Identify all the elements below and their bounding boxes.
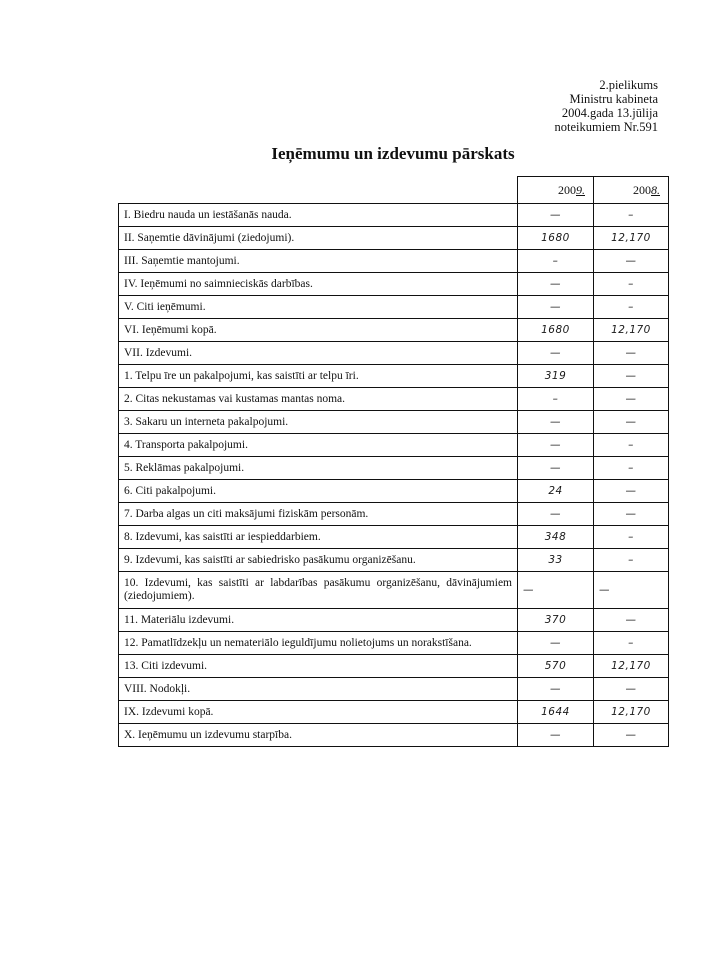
- value-year-1: 348: [518, 526, 594, 549]
- row-label: 4. Transporta pakalpojumi.: [119, 434, 518, 457]
- value-year-2: 12,170: [594, 655, 669, 678]
- row-label: VII. Izdevumi.: [119, 342, 518, 365]
- value-year-2: 12,170: [594, 319, 669, 342]
- table-row: [119, 724, 669, 747]
- value-year-1: 370: [518, 609, 594, 632]
- value-year-2: —: [594, 572, 669, 609]
- value-year-2: 12,170: [594, 701, 669, 724]
- row-label: II. Saņemtie dāvinājumi (ziedojumi).: [119, 227, 518, 250]
- page-title: Ieņēmumu un izdevumu pārskats: [271, 144, 515, 163]
- value-year-1: 33: [518, 549, 594, 572]
- annex-line: 2004.gada 13.jūlija: [561, 106, 658, 120]
- header-blank: [119, 177, 518, 204]
- table-row: [119, 632, 669, 655]
- value-year-2: –: [594, 296, 669, 319]
- row-label: 8. Izdevumi, kas saistīti ar iespieddarbiem.: [119, 526, 518, 549]
- value-year-2: —: [594, 411, 669, 434]
- value-year-2: –: [594, 549, 669, 572]
- row-label: 2. Citas nekustamas vai kustamas mantas noma.: [119, 388, 518, 411]
- value-year-1: —: [518, 296, 594, 319]
- row-label: 12. Pamatlīdzekļu un nemateriālo ieguldījumu nolietojums un norakstīšana.: [119, 632, 518, 655]
- row-label: 9. Izdevumi, kas saistīti ar sabiedrisko pasākumu organizēšanu.: [119, 549, 518, 572]
- value-year-2: —: [594, 365, 669, 388]
- value-year-2: —: [594, 480, 669, 503]
- year-column-2: 2008.: [594, 177, 669, 204]
- value-year-2: —: [594, 724, 669, 747]
- table-row: [119, 204, 669, 227]
- value-year-2: —: [594, 503, 669, 526]
- row-label: III. Saņemtie mantojumi.: [119, 250, 518, 273]
- row-label: VIII. Nodokļi.: [119, 678, 518, 701]
- table-row: [119, 609, 669, 632]
- value-year-1: –: [518, 388, 594, 411]
- row-label: 6. Citi pakalpojumi.: [119, 480, 518, 503]
- annex-line: noteikumiem Nr.591: [554, 120, 658, 134]
- value-year-1: —: [518, 678, 594, 701]
- value-year-1: —: [518, 342, 594, 365]
- value-year-1: —: [518, 273, 594, 296]
- value-year-2: —: [594, 678, 669, 701]
- value-year-2: —: [594, 609, 669, 632]
- value-year-1: 1680: [518, 227, 594, 250]
- value-year-2: —: [594, 388, 669, 411]
- table-row: [119, 480, 669, 503]
- annex-line: Ministru kabineta: [569, 92, 658, 106]
- value-year-2: –: [594, 204, 669, 227]
- table-row: [119, 388, 669, 411]
- row-label: 5. Reklāmas pakalpojumi.: [119, 457, 518, 480]
- value-year-1: 24: [518, 480, 594, 503]
- value-year-1: —: [518, 572, 594, 609]
- table-row: [119, 572, 669, 609]
- row-label: 1. Telpu īre un pakalpojumi, kas saistīti ar telpu īri.: [119, 365, 518, 388]
- value-year-2: 12,170: [594, 227, 669, 250]
- value-year-2: –: [594, 273, 669, 296]
- value-year-1: 1680: [518, 319, 594, 342]
- value-year-2: –: [594, 457, 669, 480]
- table-row: [119, 526, 669, 549]
- table-row: [119, 457, 669, 480]
- value-year-2: –: [594, 526, 669, 549]
- table-header-row: [119, 177, 669, 204]
- table-row: [119, 701, 669, 724]
- value-year-1: —: [518, 503, 594, 526]
- row-label: X. Ieņēmumu un izdevumu starpība.: [119, 724, 518, 747]
- value-year-1: 319: [518, 365, 594, 388]
- row-label: 10. Izdevumi, kas saistīti ar labdarības pasākumu organizēšanu, dāvinājumiem (ziedojumiem).: [119, 572, 518, 609]
- row-label: I. Biedru nauda un iestāšanās nauda.: [119, 204, 518, 227]
- value-year-1: —: [518, 411, 594, 434]
- annex-reference: [555, 78, 658, 134]
- table-row: [119, 342, 669, 365]
- row-label: IX. Izdevumi kopā.: [119, 701, 518, 724]
- value-year-2: —: [594, 342, 669, 365]
- table-row: [119, 227, 669, 250]
- value-year-1: 570: [518, 655, 594, 678]
- table-row: [119, 655, 669, 678]
- value-year-2: —: [594, 250, 669, 273]
- row-label: IV. Ieņēmumi no saimnieciskās darbības.: [119, 273, 518, 296]
- year-column-1: 2009.: [518, 177, 594, 204]
- table-row: [119, 503, 669, 526]
- table-row: [119, 296, 669, 319]
- row-label: 3. Sakaru un interneta pakalpojumi.: [119, 411, 518, 434]
- table-row: [119, 678, 669, 701]
- value-year-1: –: [518, 250, 594, 273]
- table-row: [119, 549, 669, 572]
- row-label: VI. Ieņēmumi kopā.: [119, 319, 518, 342]
- value-year-1: —: [518, 724, 594, 747]
- table-row: [119, 273, 669, 296]
- table-row: [119, 365, 669, 388]
- value-year-2: –: [594, 632, 669, 655]
- table-row: [119, 411, 669, 434]
- annex-line: 2.pielikums: [599, 78, 658, 92]
- value-year-1: —: [518, 632, 594, 655]
- value-year-1: —: [518, 204, 594, 227]
- table-row: [119, 319, 669, 342]
- report-table: [118, 176, 669, 747]
- table-row: [119, 250, 669, 273]
- row-label: 7. Darba algas un citi maksājumi fiziskām personām.: [119, 503, 518, 526]
- table-row: [119, 434, 669, 457]
- row-label: V. Citi ieņēmumi.: [119, 296, 518, 319]
- row-label: 13. Citi izdevumi.: [119, 655, 518, 678]
- value-year-1: 1644: [518, 701, 594, 724]
- value-year-1: —: [518, 457, 594, 480]
- value-year-2: –: [594, 434, 669, 457]
- value-year-1: —: [518, 434, 594, 457]
- row-label: 11. Materiālu izdevumi.: [119, 609, 518, 632]
